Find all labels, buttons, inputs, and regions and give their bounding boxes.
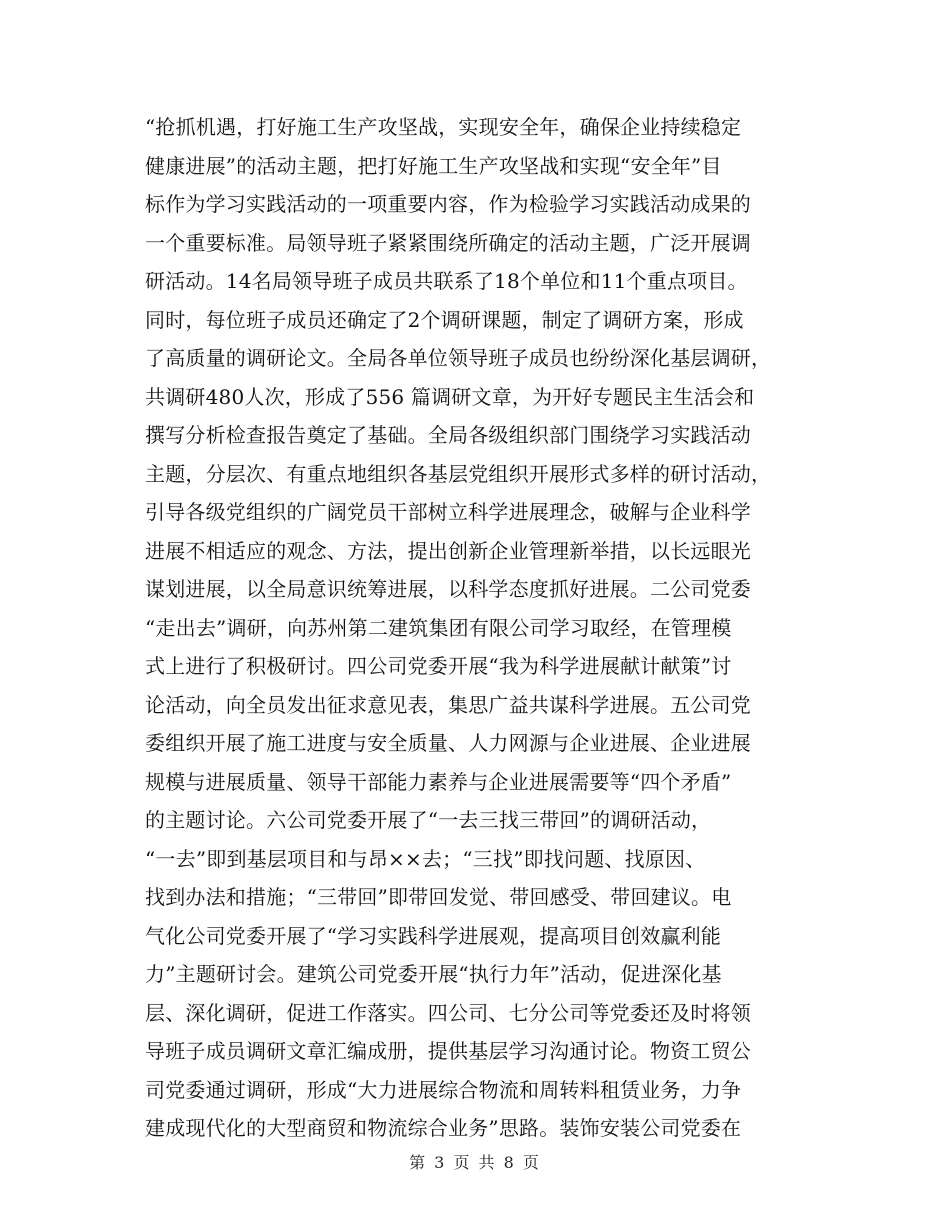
text-line: 一个重要标准。局领导班子紧紧围绕所确定的活动主题，广泛开展调 [145, 230, 751, 255]
text-line: 同时，每位班子成员还确定了2个调研课题，制定了调研方案，形成 [145, 307, 744, 332]
text-line: 力”主题研讨会。建筑公司党委开展“执行力年”活动，促进深化基 [145, 962, 722, 986]
text-line: 气化公司党委开展了“学习实践科学进展观，提高项目创效赢利能 [145, 923, 722, 948]
text-line: 研活动。14名局领导班子成员共联系了18个单位和11个重点项目。 [145, 269, 748, 293]
text-line: “抢抓机遇，打好施工生产攻坚战，实现安全年，确保企业持续稳定 [145, 115, 742, 139]
text-line: “一去”即到基层项目和与昂××去；“三找”即找问题、找原因、 [145, 846, 706, 871]
text-line: 进展不相适应的观念、方法，提出创新企业管理新举措，以长远眼光 [145, 538, 751, 563]
text-line: 谋划进展，以全局意识统筹进展，以科学态度抓好进展。二公司党委 [145, 577, 751, 601]
text-line: 了高质量的调研论文。全局各单位领导班子成员也纷纷深化基层调研， [145, 346, 772, 370]
text-line: 司党委通过调研，形成“大力进展综合物流和周转料租赁业务，力争 [145, 1077, 742, 1102]
body-text [145, 108, 805, 1148]
text-line: 主题，分层次、有重点地组织各基层党组织开展形式多样的研讨活动， [145, 461, 772, 486]
text-line: 层、深化调研，促进工作落实。四公司、七分公司等党委还及时将领 [145, 1000, 751, 1025]
text-line: 式上进行了积极研讨。四公司党委开展“我为科学进展献计献策”讨 [145, 654, 732, 678]
text-line: 规模与进展质量、领导干部能力素养与企业进展需要等“四个矛盾” [145, 769, 732, 794]
text-line: 标作为学习实践活动的一项重要内容，作为检验学习实践活动成果的 [145, 192, 751, 216]
text-line: 找到办法和措施；“三带回”即带回发觉、带回感受、带回建议。电 [145, 885, 732, 909]
page-footer: 第 3 页 共 8 页 [409, 1153, 541, 1172]
text-line: 导班子成员调研文章汇编成册，提供基层学习沟通讨论。物资工贸公 [145, 1039, 751, 1063]
text-line: 撰写分析检查报告奠定了基础。全局各级组织部门围绕学习实践活动 [145, 423, 751, 447]
text-line: “走出去”调研，向苏州第二建筑集团有限公司学习取经，在管理模 [145, 615, 732, 640]
text-line: 论活动，向全员发出征求意见表，集思广益共谋科学进展。五公司党 [145, 692, 751, 717]
text-line: 建成现代化的大型商贸和物流综合业务”思路。装饰安装公司党委在 [145, 1116, 742, 1140]
text-line: 的主题讨论。六公司党委开展了“一去三找三带回”的调研活动， [145, 808, 712, 832]
text-line: 共调研480人次，形成了556 篇调研文章，为开好专题民主生活会和 [145, 384, 755, 409]
text-line: 引导各级党组织的广阔党员干部树立科学进展理念，破解与企业科学 [145, 500, 751, 524]
text-line: 委组织开展了施工进度与安全质量、人力网源与企业进展、企业进展 [145, 731, 751, 755]
text-line: 健康进展”的活动主题，把打好施工生产攻坚战和实现“安全年”目 [145, 153, 722, 178]
